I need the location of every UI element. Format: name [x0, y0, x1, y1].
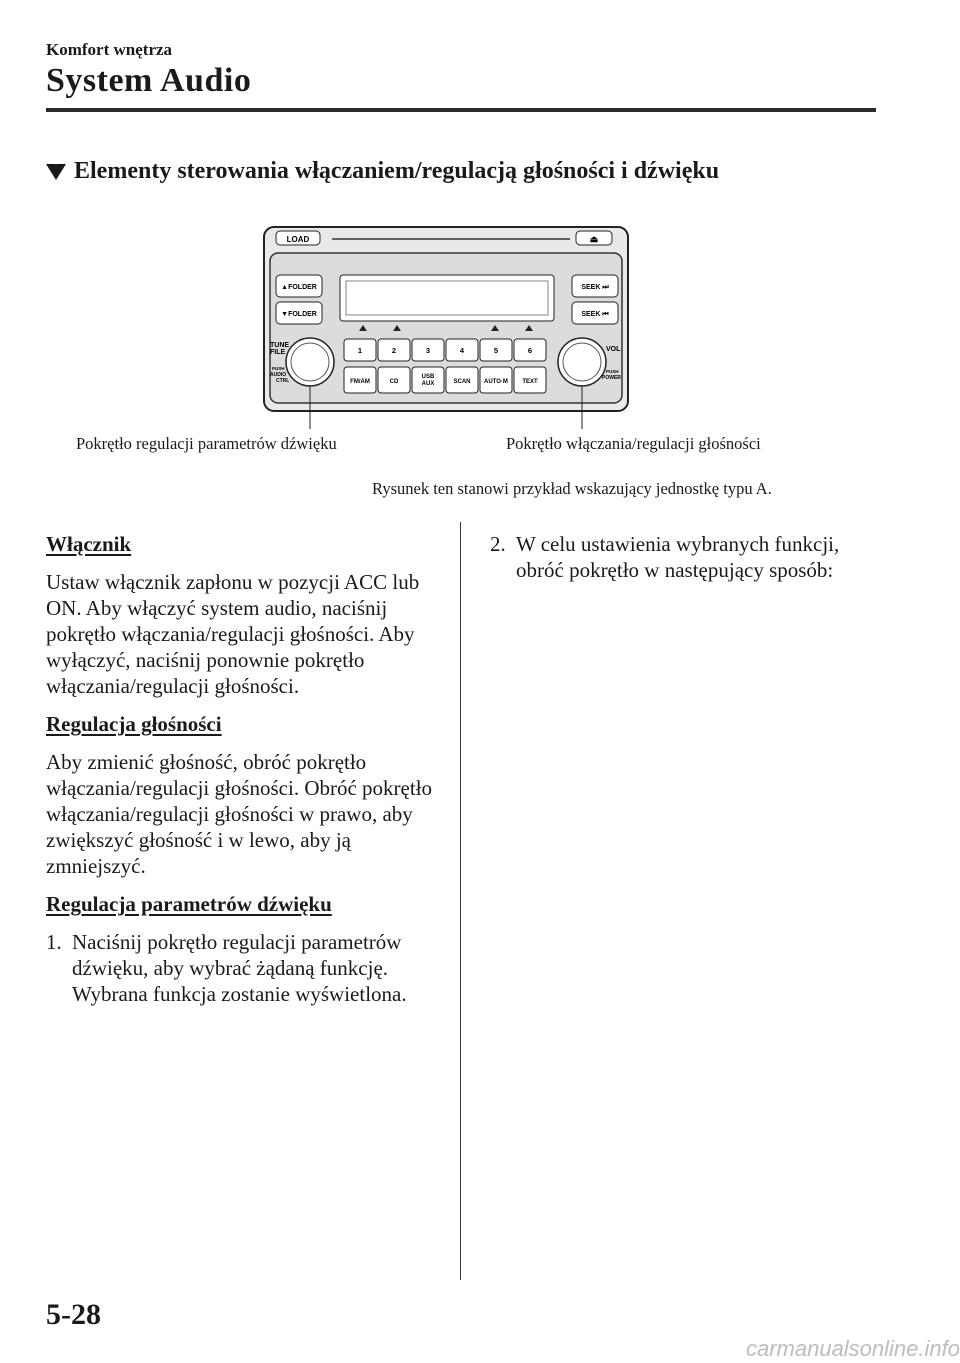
eject-button[interactable]	[576, 231, 612, 245]
preset-button-1[interactable]	[344, 339, 376, 361]
svg-text:▲FOLDER: ▲FOLDER	[281, 284, 317, 291]
preset-button-3[interactable]	[412, 339, 444, 361]
power-heading: Włącznik	[46, 532, 132, 556]
mode-button-2[interactable]	[378, 367, 410, 393]
svg-text:TUNE: TUNE	[270, 342, 290, 349]
mode-button-1-label: FM/AM	[350, 379, 370, 385]
step-2-text: W celu ustawienia wybranych funkcji, obróć pokrętło w następujący sposób:	[516, 532, 840, 582]
preset-button-5[interactable]	[480, 339, 512, 361]
seek-down-button[interactable]	[572, 302, 618, 324]
svg-text:AUDIO: AUDIO	[270, 372, 287, 378]
triangle-down-icon	[46, 164, 66, 180]
svg-text:▼FOLDER: ▼FOLDER	[281, 311, 317, 318]
page-title: System Audio	[46, 62, 252, 99]
right-column	[490, 531, 880, 583]
preset-button-2[interactable]	[378, 339, 410, 361]
preset-button-1-label: 1	[357, 346, 363, 355]
svg-text:⏏: ⏏	[589, 234, 599, 244]
preset-button-5-label: 5	[493, 346, 499, 355]
step-2	[490, 531, 880, 583]
volume-text: Aby zmienić głośność, obróć pokrętło włączania/regulacji głośności. Obróć pokrętło włączania/regulacji głośności w prawo, aby zwiększyć głośność i w lewo, aby ją zmniejszyć.	[46, 750, 433, 878]
svg-text:LOAD: LOAD	[286, 235, 310, 244]
svg-text:FILE: FILE	[270, 349, 286, 356]
seek-up-button[interactable]	[572, 275, 618, 297]
step-1-text: Naciśnij pokrętło regulacji parametrów dźwięku, aby wybrać żądaną funkcję. Wybrana funkcja zostanie wyświetlona.	[72, 930, 407, 1006]
preset-button-3-label: 3	[425, 346, 431, 355]
section-heading	[46, 158, 719, 185]
mode-button-3-label: USB	[421, 374, 435, 380]
svg-text:PUSH: PUSH	[272, 366, 285, 371]
audio-control-knob[interactable]	[286, 338, 334, 386]
folder-down-button[interactable]	[276, 302, 322, 324]
svg-text:SEEK ⏭: SEEK ⏭	[581, 284, 609, 291]
left-column	[46, 531, 446, 1007]
sound-heading: Regulacja parametrów dźwięku	[46, 892, 332, 916]
mode-button-2-label: CD	[389, 379, 399, 385]
svg-text:POWER: POWER	[602, 375, 621, 381]
display-screen	[340, 275, 554, 321]
vol-label	[606, 346, 621, 353]
page-number: 5-28	[46, 1298, 101, 1331]
svg-text:PUSH: PUSH	[606, 369, 619, 374]
step-1-number: 1.	[46, 930, 62, 954]
preset-button-6-label: 6	[527, 346, 533, 355]
preset-button-4-label: 4	[459, 346, 465, 355]
preset-button-2-label: 2	[391, 346, 397, 355]
svg-text:SEEK ⏮: SEEK ⏮	[581, 311, 609, 318]
mode-button-4[interactable]	[446, 367, 478, 393]
mode-button-6[interactable]	[514, 367, 546, 393]
power-text: Ustaw włącznik zapłonu w pozycji ACC lub ON. Aby włączyć system audio, naciśnij pokrętło włączania/regulacji głośności. Aby wyłączyć, naciśnij ponownie pokrętło włączania/regulacji głośności.	[46, 570, 420, 698]
mode-button-6-label: TEXT	[522, 379, 538, 385]
title-rule	[46, 108, 876, 112]
section-heading-text: Elementy sterowania włączaniem/regulacją głośności i dźwięku	[74, 158, 720, 184]
callout-audio-knob: Pokrętło regulacji parametrów dźwięku	[76, 434, 337, 453]
mode-button-5-label: AUTO·M	[484, 379, 508, 385]
volume-heading: Regulacja głośności	[46, 712, 222, 736]
audio-unit-figure	[262, 225, 630, 413]
chapter-label: Komfort wnętrza	[46, 40, 173, 59]
preset-button-6[interactable]	[514, 339, 546, 361]
svg-text:VOL: VOL	[606, 346, 621, 353]
mode-button-1[interactable]	[344, 367, 376, 393]
mode-button-4-label: SCAN	[453, 379, 471, 385]
step-2-number: 2.	[490, 532, 506, 556]
power-volume-knob[interactable]	[558, 338, 606, 386]
callout-volume-knob: Pokrętło włączania/regulacji głośności	[506, 434, 761, 453]
leader-extensions	[262, 413, 630, 433]
folder-up-button[interactable]	[276, 275, 322, 297]
step-1	[46, 929, 446, 1007]
mode-button-3[interactable]	[412, 367, 444, 393]
figure-caption: Rysunek ten stanowi przykład wskazujący jednostkę typu A.	[372, 479, 772, 498]
preset-button-4[interactable]	[446, 339, 478, 361]
mode-button-5[interactable]	[480, 367, 512, 393]
load-button[interactable]	[276, 231, 320, 245]
mode-button-3-label: AUX	[421, 381, 435, 387]
column-divider	[460, 522, 461, 1280]
svg-text:CTRL: CTRL	[276, 378, 290, 384]
watermark: carmanualsonline.info	[745, 1336, 960, 1361]
